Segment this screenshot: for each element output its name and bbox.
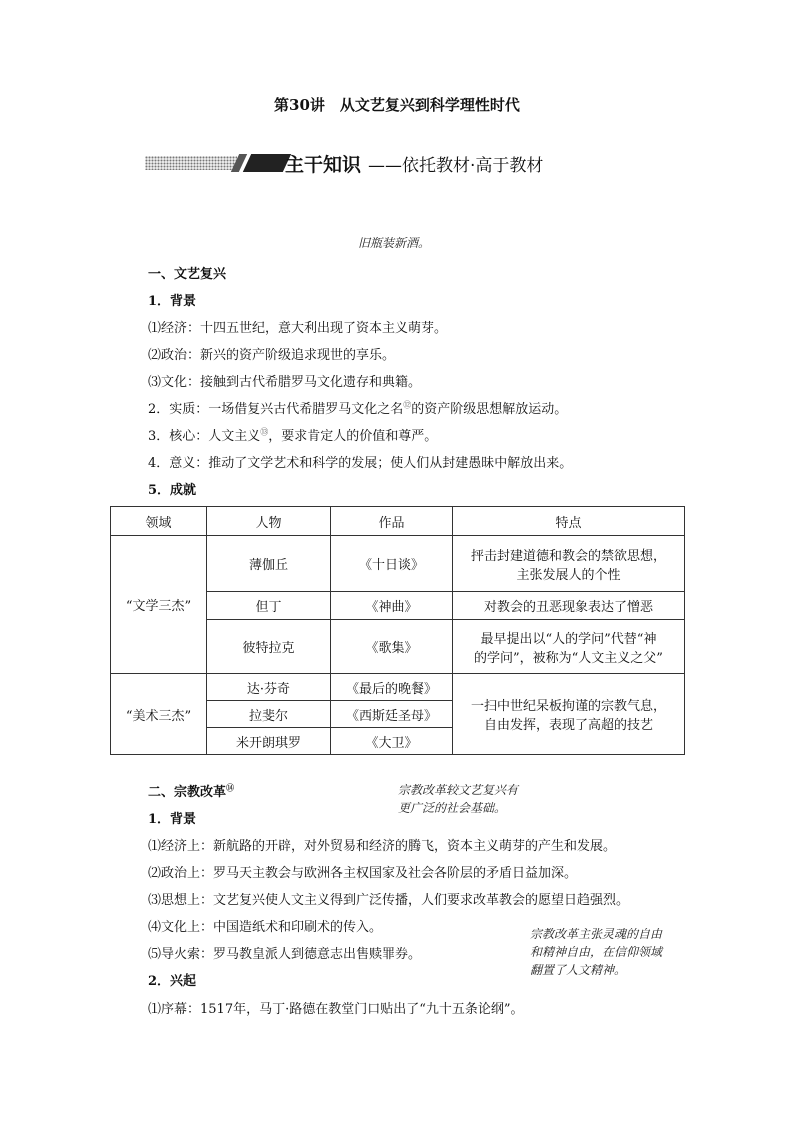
section-banner (145, 148, 645, 178)
group-cell: “美术三杰” (111, 674, 207, 755)
handwritten-note-3b: 和精神自由，在信仰领域 (530, 945, 663, 959)
subheading-rise: 2．兴起 (148, 974, 197, 989)
footnote-mark: ⑭ (226, 782, 235, 793)
page-title: 第30讲 从文艺复兴到科学理性时代 (274, 96, 520, 114)
table-header-row (111, 507, 685, 536)
text-line: ⑴序幕：1517年，马丁·路德在教堂门口贴出了“九十五条论纲”。 (148, 1002, 524, 1017)
work-cell: 《神曲》 (331, 592, 453, 620)
text-line: ⑵政治上：罗马天主教会与欧洲各主权国家及社会各阶层的矛盾日益加深。 (148, 866, 578, 881)
handwritten-note-2b: 更广泛的社会基础。 (398, 801, 507, 815)
subheading-background: 1．背景 (148, 812, 197, 827)
reformation-heading-text: 二、宗教改革 (148, 785, 227, 800)
banner-dots (145, 156, 237, 170)
handwritten-note-3c: 翻置了人文精神。 (530, 963, 627, 977)
footnote-mark: ⑬ (260, 427, 269, 437)
table-header: 特点 (453, 507, 685, 536)
core-tail: ，要求肯定人的价值和尊严。 (268, 429, 438, 444)
banner-main: 主干知识 (285, 154, 362, 176)
text-line: ⑵政治：新兴的资产阶级追求现世的享乐。 (148, 348, 396, 363)
table-header: 作品 (331, 507, 453, 536)
table-row (111, 674, 685, 701)
handwritten-note-2a: 宗教改革较文艺复兴有 (398, 783, 519, 797)
feature-line: 一扫中世纪呆板拘谨的宗教气息， (470, 699, 666, 714)
essence-tail: 的资产阶级思想解放运动。 (411, 402, 568, 417)
subheading-achievements: 5．成就 (148, 483, 197, 498)
feature-cell (453, 674, 685, 755)
text-line: ⑸导火索：罗马教皇派人到德意志出售赎罪券。 (148, 947, 422, 962)
table-header: 领域 (111, 507, 207, 536)
section-heading-renaissance: 一、文艺复兴 (148, 267, 227, 282)
feature-cell (453, 536, 685, 592)
handwritten-note-3a: 宗教改革主张灵魂的自由 (530, 927, 663, 941)
core-text: 3．核心：人文主义 (148, 429, 261, 444)
work-cell: 《最后的晚餐》 (331, 674, 453, 701)
text-line: ⑷文化上：中国造纸术和印刷术的传入。 (148, 920, 383, 935)
feature-line: 的学问”，被称为“人文主义之父” (474, 650, 663, 666)
text-line: ⑶思想上：文艺复兴使人文主义得到广泛传播，人们要求改革教会的愿望日趋强烈。 (148, 893, 630, 908)
person-cell: 达·芬奇 (207, 674, 331, 701)
text-line-core (148, 425, 437, 444)
group-cell: “文学三杰” (111, 536, 207, 674)
handwritten-note-1: 旧瓶装新酒。 (358, 236, 431, 250)
text-line: 4．意义：推动了文学艺术和科学的发展；使人们从封建愚昧中解放出来。 (148, 456, 573, 471)
table-header: 人物 (207, 507, 331, 536)
feature-line: 抨击封建道德和教会的禁欲思想， (470, 548, 666, 564)
person-cell: 拉斐尔 (207, 701, 331, 728)
feature-line: 最早提出以“人的学问”代替“神 (480, 631, 657, 647)
text-line: ⑶文化：接触到古代希腊罗马文化遗存和典籍。 (148, 375, 422, 390)
person-cell: 但丁 (207, 592, 331, 620)
person-cell: 米开朗琪罗 (207, 728, 331, 755)
work-cell: 《西斯廷圣母》 (331, 701, 453, 728)
section-heading-reformation (148, 781, 234, 800)
banner-sub: ——依托教材·高于教材 (368, 156, 544, 176)
subheading-background: 1．背景 (148, 294, 197, 309)
work-cell: 《歌集》 (331, 620, 453, 674)
feature-line: 自由发挥，表现了高超的技艺 (483, 718, 653, 733)
person-cell: 彼特拉克 (207, 620, 331, 674)
footnote-mark: ⑫ (403, 400, 412, 410)
feature-cell: 对教会的丑恶现象表达了憎恶 (453, 592, 685, 620)
person-cell: 薄伽丘 (207, 536, 331, 592)
feature-line: 主张发展人的个性 (516, 567, 621, 583)
text-line: ⑴经济：十四五世纪，意大利出现了资本主义萌芽。 (148, 321, 448, 336)
text-line: ⑴经济上：新航路的开辟，对外贸易和经济的腾飞，资本主义萌芽的产生和发展。 (148, 839, 617, 854)
work-cell: 《十日谈》 (331, 536, 453, 592)
work-cell: 《大卫》 (331, 728, 453, 755)
feature-cell (453, 620, 685, 674)
table-row (111, 536, 685, 592)
banner-bar (243, 154, 291, 172)
achievements-table (110, 506, 685, 755)
text-line-essence (148, 398, 567, 417)
essence-text: 2．实质：一场借复兴古代希腊罗马文化之名 (148, 402, 404, 417)
